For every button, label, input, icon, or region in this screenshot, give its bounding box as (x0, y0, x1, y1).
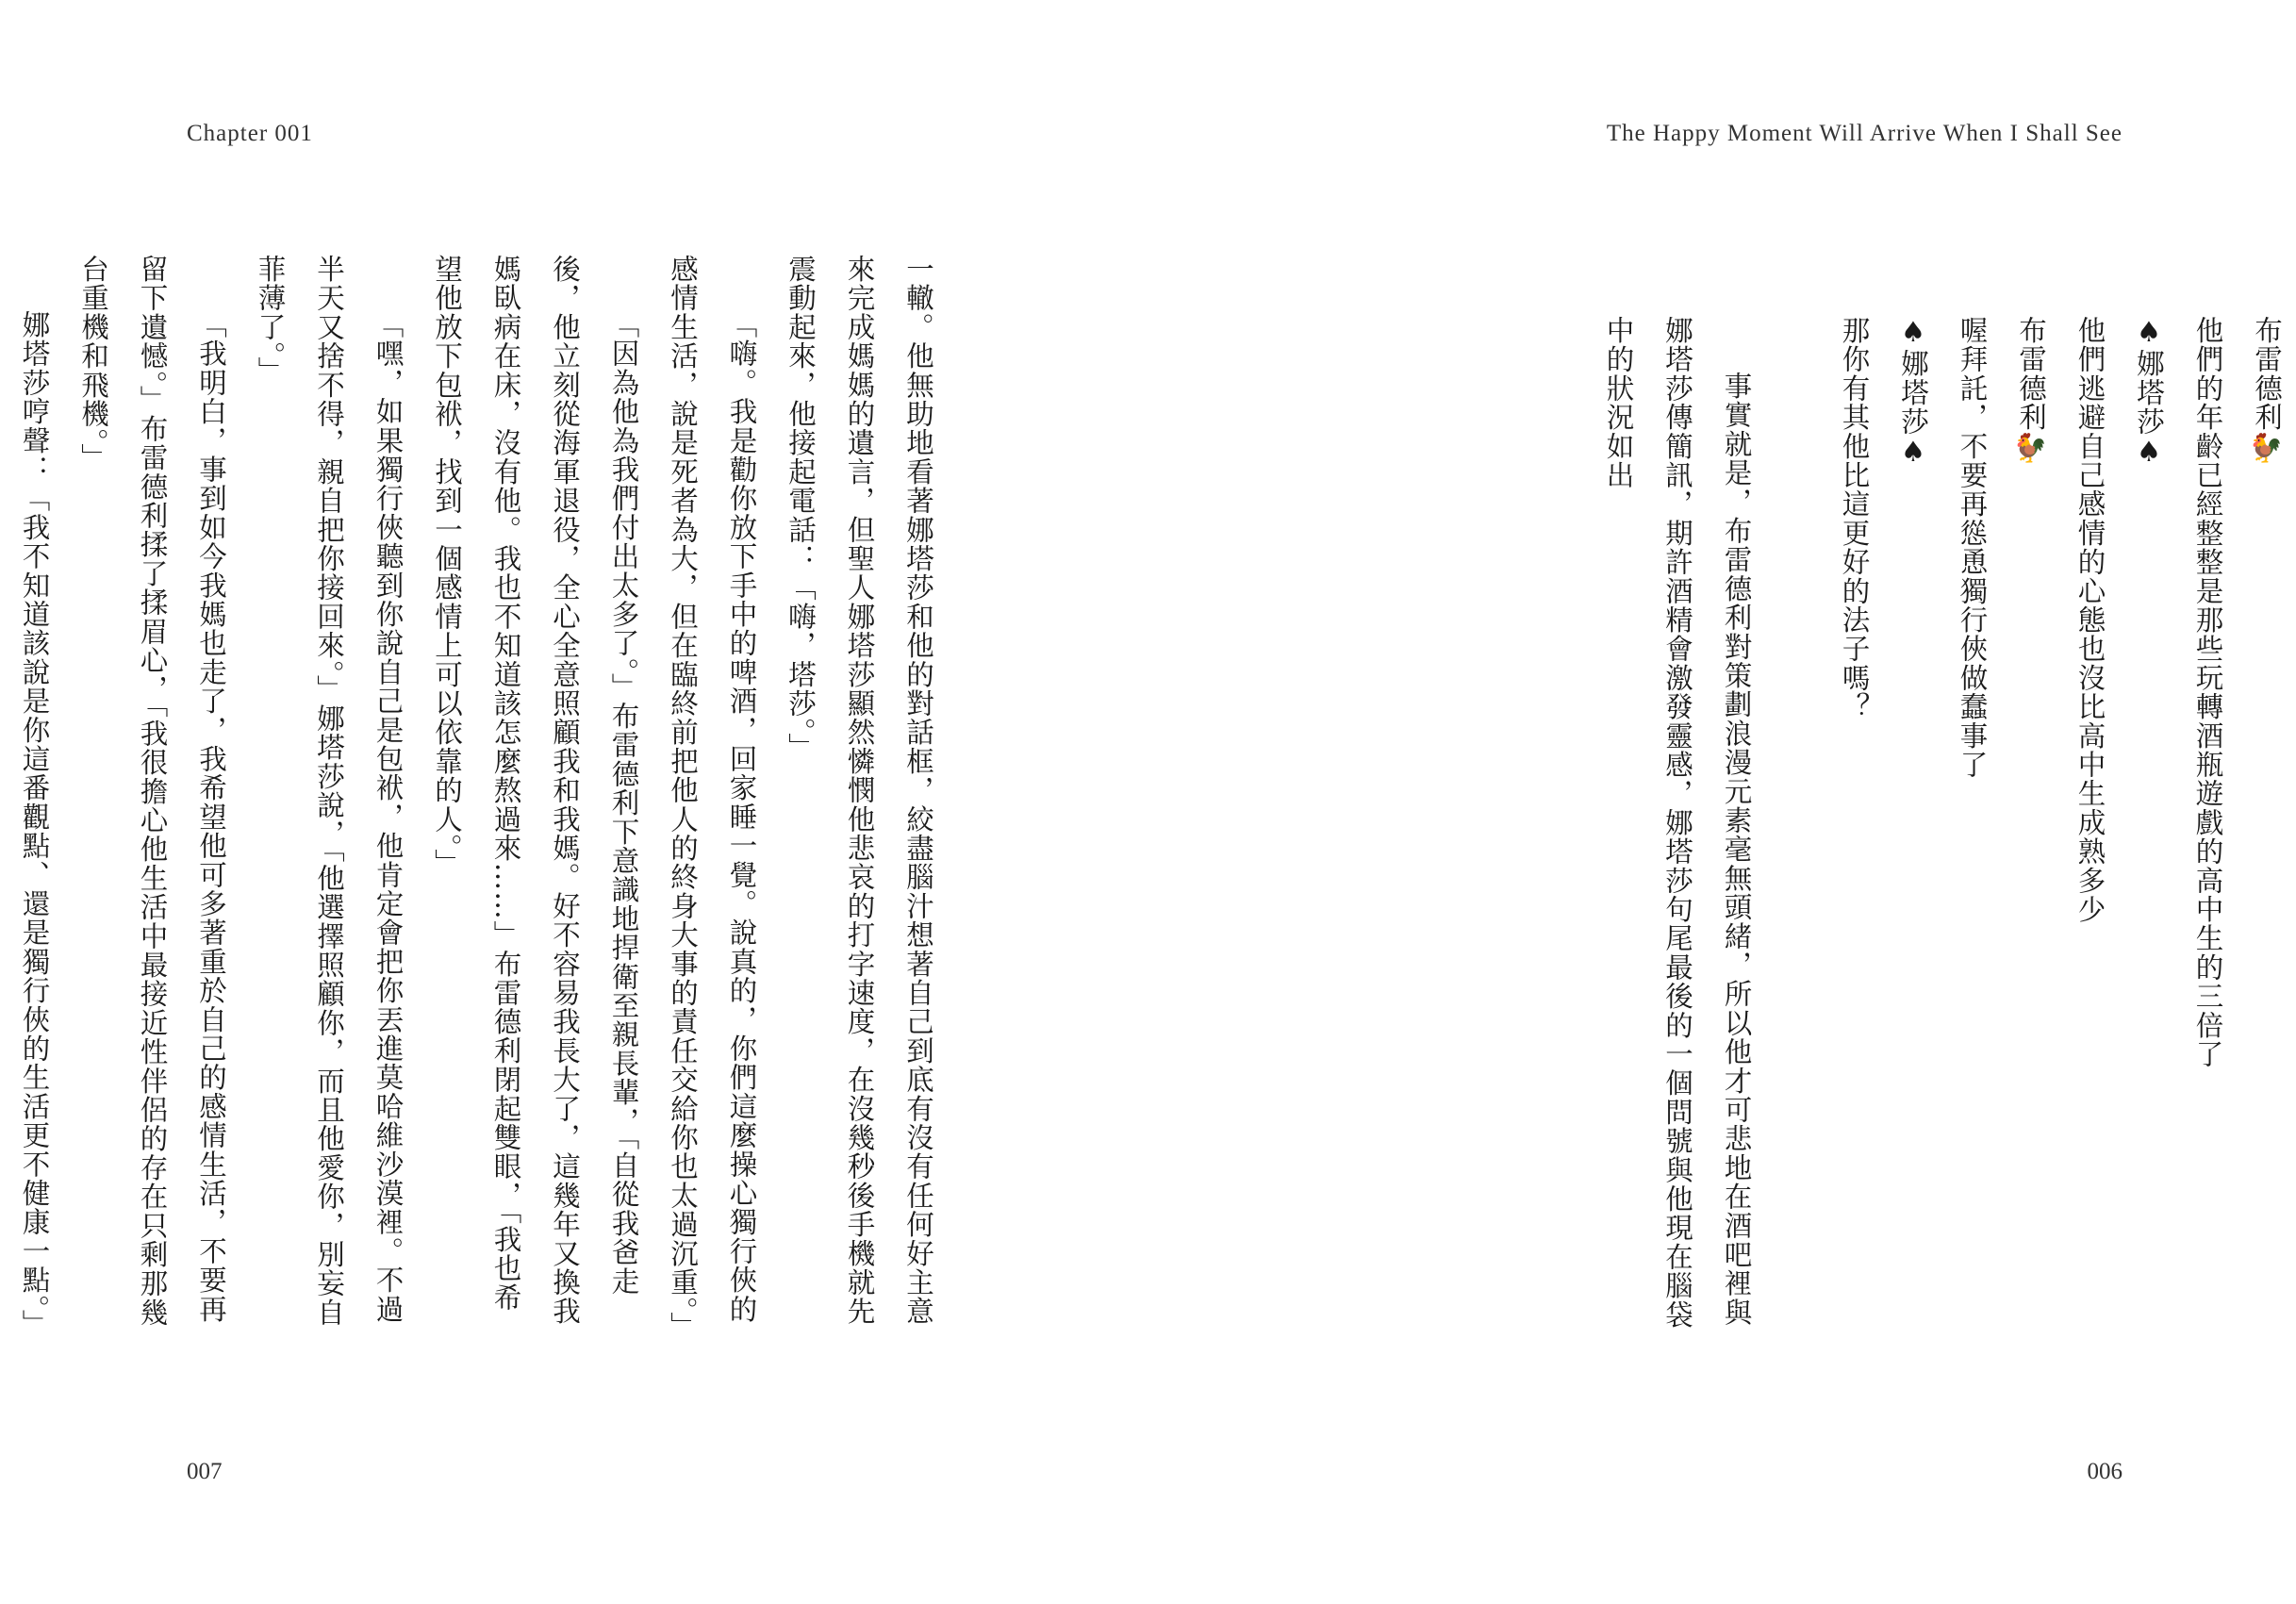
left-page-body (18, 255, 948, 1341)
running-header-title: The Happy Moment Will Arrive When I Shall See (1606, 121, 2123, 146)
spade-icon: ♠ (2133, 436, 2165, 470)
chat-message (2238, 316, 2296, 1334)
chat-message-text: 他們的年齡已經整整是那些玩轉酒瓶遊戲的高中生的三倍了 (2191, 316, 2224, 1069)
paragraph: 「因為他為我們付出太多了。」布雷德利下意識地捍衛至親長輩，「自從我爸走後，他立刻從海軍退役，全心全意照顧我和我媽。好不容易我長大了，這幾年又換我媽臥病在床，沒有他。我也不知道該怎麼熬過來……」布雷德利閉起雙眼，「我也希望他放下包袱，找到一個感情上可以依靠的人。」 (431, 255, 640, 1326)
right-page (1144, 0, 2288, 1604)
chat-speaker: ♠娜塔莎♠ (1884, 316, 1943, 1334)
chat-message (2002, 316, 2061, 1334)
paragraph: 「嘿，如果獨行俠聽到你說自己是包袱，他肯定會把你丟進莫哈維沙漠裡。不過半天又捨不得，親自把你接回來。」娜塔莎說，「他選擇照顧你，而且他愛你，別妄自菲薄了。」 (254, 255, 405, 1328)
left-page (0, 0, 1144, 1604)
chat-message (1884, 316, 1943, 1334)
chat-speaker: 布雷德利🐓 (2002, 316, 2061, 1334)
spade-icon: ♠ (1897, 316, 1929, 350)
chat-message-text: 喔拜託，不要再慫恿獨行俠做蠢事了 (1956, 316, 1989, 780)
paragraph: 娜塔莎哼聲：「我不知道該說是你這番觀點、還是獨行俠的生活更不健康一點。」 (18, 310, 51, 1339)
paragraph-spacer (1766, 316, 1825, 1334)
spade-icon: ♠ (1897, 436, 1929, 470)
page-number: 006 (2087, 1459, 2123, 1484)
chat-message (2120, 316, 2179, 1334)
right-page-body (1391, 316, 2296, 1334)
paragraph: 「我明白，事到如今我媽也走了，我希望他可多著重於自己的感情生活，不要再留下遺憾。」布雷德利揉了揉眉心，「我很擔心他生活中最接近性伴侶的存在只剩那幾台重機和飛機。」 (77, 255, 227, 1328)
chat-message-text: 那你有其他比這更好的法子嗎？ (1838, 316, 1871, 721)
running-header-chapter: Chapter 001 (187, 121, 313, 146)
page-number: 007 (187, 1459, 223, 1484)
paragraph: 一轍。他無助地看著娜塔莎和他的對話框，絞盡腦汁想著自己到底有沒有任何好主意來完成媽媽的遺言，但聖人娜塔莎顯然憐憫他悲哀的打字速度，在沒幾秒後手機就先震動起來，他接起電話：「嗨，塔莎。」 (785, 255, 934, 1326)
rooster-icon: 🐓 (2015, 431, 2047, 468)
chat-message-text: 他們逃避自己感情的心態也沒比高中生成熟多少 (2073, 316, 2106, 924)
paragraph: 「嗨。我是勸你放下手中的啤酒，回家睡一覺。說真的，你們這麼操心獨行俠的感情生活，說是死者為大，但在臨終前把他人的終身大事的責任交給你也太過沉重。」 (667, 255, 758, 1341)
chat-speaker: 布雷德利🐓 (2238, 316, 2296, 1334)
spade-icon: ♠ (2133, 316, 2165, 350)
paragraph: 事實就是，布雷德利對策劃浪漫元素毫無頭緒，所以他才可悲地在酒吧裡與娜塔莎傳簡訊，期許酒精會激發靈感，娜塔莎句尾最後的一個問號與他現在腦袋中的狀況如出 (1602, 316, 1753, 1330)
rooster-icon: 🐓 (2251, 431, 2283, 468)
chat-speaker: ♠娜塔莎♠ (2120, 316, 2179, 1334)
